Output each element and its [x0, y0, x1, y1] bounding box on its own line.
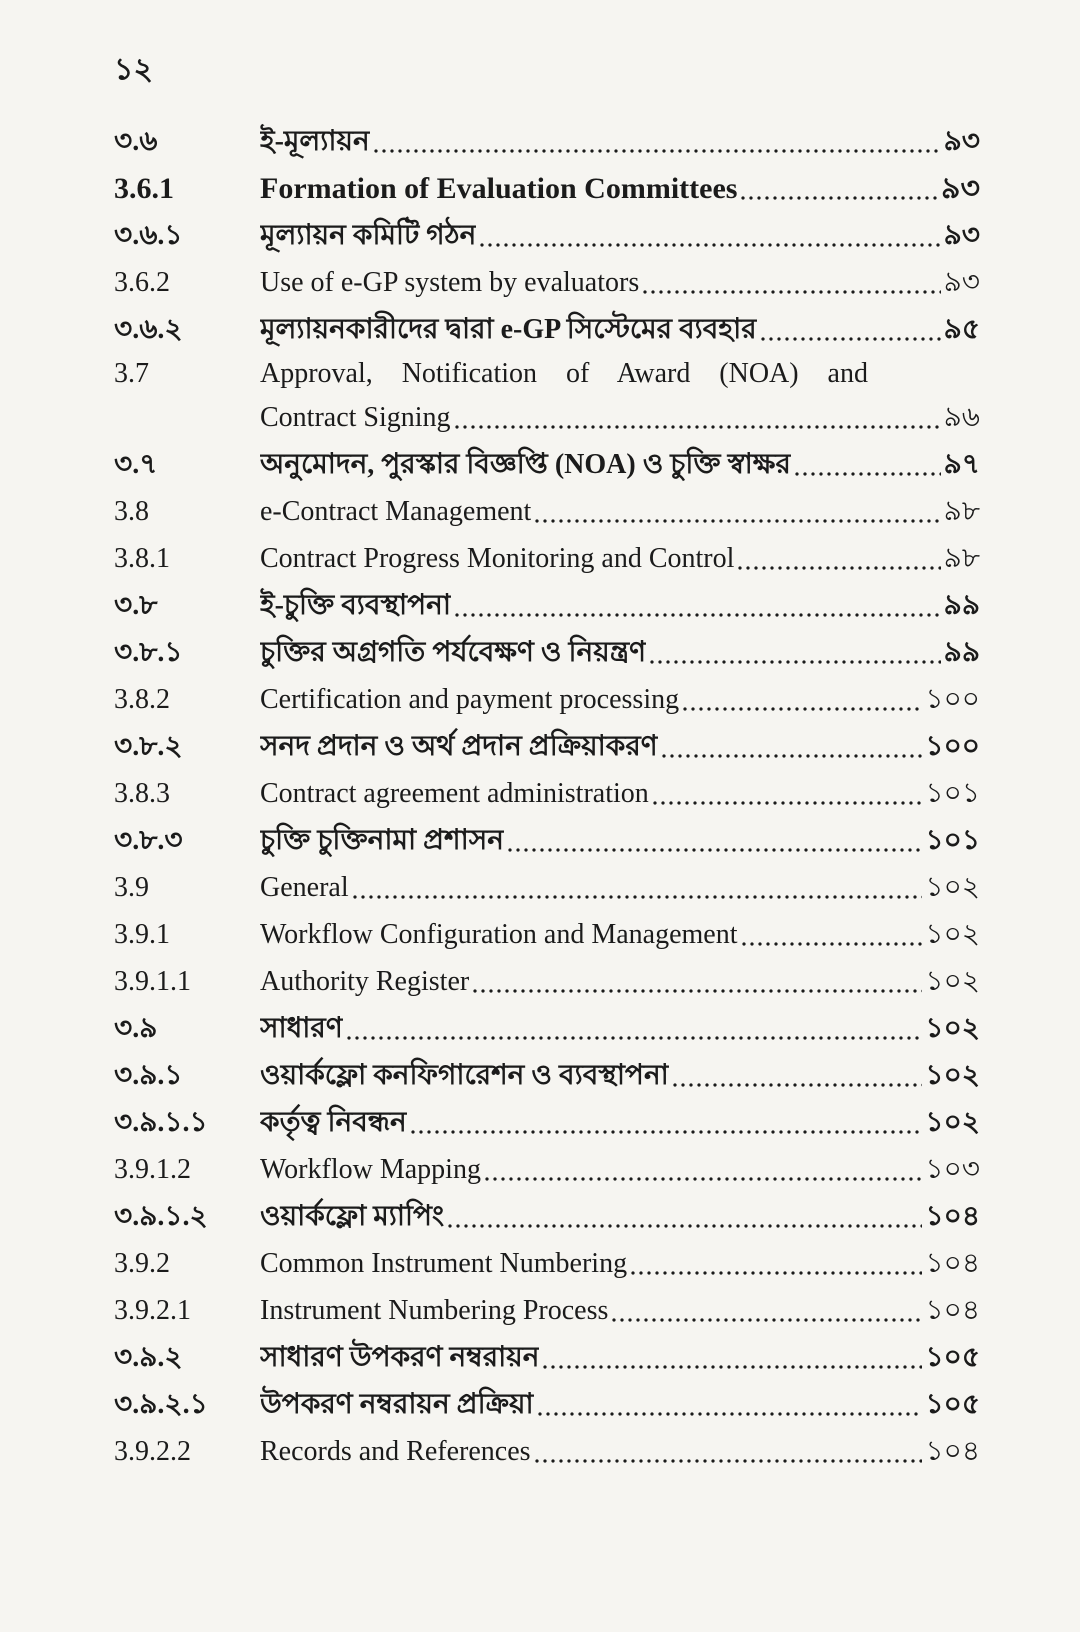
toc-entry-number: ৩.৬.২ [114, 314, 183, 345]
toc-entry-title: ই-মূল্যায়ন [260, 126, 370, 157]
toc-entry-line [260, 1381, 980, 1428]
toc-entry-title: চুক্তির অগ্রগতি পর্যবেক্ষণ ও নিয়ন্ত্রণ [260, 637, 647, 668]
toc-entry-number: 3.8.2 [114, 684, 170, 715]
toc-entry [114, 212, 980, 259]
toc-entry-page: ১০২ [925, 1013, 980, 1044]
toc-entry-body [260, 118, 980, 165]
toc-entry-title-line: Contract Signing [260, 402, 451, 433]
toc-entry-body [260, 629, 980, 676]
toc-entry-number: ৩.৮.২ [114, 731, 183, 762]
dot-leader [453, 582, 941, 629]
toc-entry-body [260, 817, 980, 864]
toc-entry-page: ১০৪ [925, 1201, 980, 1232]
toc-entry-page: ৯৯ [943, 637, 980, 668]
toc-entry-page: ১০৩ [925, 1154, 980, 1185]
dot-leader [453, 394, 941, 441]
toc-entry-page: ১০২ [925, 1060, 980, 1091]
toc-entry-body [260, 1099, 980, 1146]
toc-entry-line [260, 582, 980, 629]
toc-entry-body [260, 911, 980, 958]
toc-entry-line [260, 770, 980, 817]
toc-entry [114, 1193, 980, 1240]
toc-entry-title: Authority Register [260, 966, 470, 997]
dot-leader [541, 1334, 922, 1381]
toc-entry-page: ৯৯ [943, 590, 980, 621]
toc-entry-line [260, 911, 980, 958]
toc-entry-body [260, 723, 980, 770]
toc-entry-page: ১০২ [925, 966, 980, 997]
toc-entry [114, 535, 980, 582]
toc-entry-line [260, 1099, 980, 1146]
toc-entry-body [260, 676, 980, 723]
toc-entry-line [260, 118, 980, 165]
toc-entry-number: 3.6.1 [114, 172, 174, 205]
toc [114, 118, 980, 1475]
toc-entry [114, 958, 980, 1005]
toc-entry-title: Common Instrument Numbering [260, 1248, 628, 1279]
toc-entry-page: ১০৫ [925, 1342, 980, 1373]
toc-entry [114, 441, 980, 488]
toc-entry-number: 3.9.2.2 [114, 1436, 191, 1467]
toc-entry [114, 1099, 980, 1146]
toc-entry-line [260, 1287, 980, 1334]
toc-entry-number: 3.9.2 [114, 1248, 170, 1279]
toc-entry-body [260, 582, 980, 629]
toc-entry-body [260, 1381, 980, 1428]
toc-entry-line [260, 629, 980, 676]
toc-entry-title: ই-চুক্তি ব্যবস্থাপনা [260, 590, 451, 621]
toc-entry-title: অনুমোদন, পুরস্কার বিজ্ঞপ্তি (NOA) ও চুক্তি স্বাক্ষর [260, 449, 791, 480]
dot-leader [739, 165, 938, 212]
toc-entry-title: Contract Progress Monitoring and Control [260, 543, 735, 574]
dot-leader [345, 1005, 923, 1052]
toc-entry-line [260, 676, 980, 723]
toc-entry [114, 1005, 980, 1052]
toc-entry-page: ১০০ [925, 684, 980, 715]
dot-leader [648, 629, 941, 676]
toc-entry-line [260, 817, 980, 864]
dot-leader [736, 535, 940, 582]
toc-entry-line [260, 864, 980, 911]
dot-leader [793, 441, 941, 488]
dot-leader [610, 1287, 922, 1334]
toc-entry-body [260, 1334, 980, 1381]
toc-entry-number: ৩.৮ [114, 590, 158, 621]
toc-entry [114, 864, 980, 911]
toc-entry-page: ৯৫ [943, 314, 980, 345]
dot-leader [740, 911, 923, 958]
toc-entry-line [260, 488, 980, 535]
page-number: ১২ [114, 53, 153, 86]
toc-entry-number: ৩.৯.২ [114, 1342, 183, 1373]
toc-entry-body [260, 1428, 980, 1475]
toc-entry-body [260, 488, 980, 535]
toc-entry-title: ওয়ার্কফ্লো কনফিগারেশন ও ব্যবস্থাপনা [260, 1060, 669, 1091]
toc-entry-number: ৩.৮.১ [114, 637, 183, 668]
toc-entry-title: Certification and payment processing [260, 684, 680, 715]
toc-entry-number: 3.8 [114, 496, 149, 527]
toc-entry-page: ১০২ [925, 919, 980, 950]
toc-entry-number: ৩.৬ [114, 126, 158, 157]
toc-entry-title: Formation of Evaluation Committees [260, 172, 738, 205]
toc-entry-page: ৯৮ [943, 496, 980, 527]
toc-entry [114, 306, 980, 353]
toc-entry [114, 1381, 980, 1428]
toc-entry-line [260, 212, 980, 259]
toc-entry-title: মূল্যায়নকারীদের দ্বারা e-GP সিস্টেমের ব্যবহার [260, 314, 757, 345]
toc-entry-page: ৯৭ [943, 449, 980, 480]
toc-entry-number: 3.8.1 [114, 543, 170, 574]
toc-entry-page: ১০৫ [925, 1389, 980, 1420]
toc-entry-body [260, 864, 980, 911]
dot-leader [671, 1052, 923, 1099]
toc-entry-page: ৯৮ [943, 543, 980, 574]
toc-entry-line [260, 1193, 980, 1240]
toc-entry-title: Use of e-GP system by evaluators [260, 267, 640, 298]
dot-leader [446, 1193, 922, 1240]
dot-leader [409, 1099, 923, 1146]
toc-entry-number: ৩.৮.৩ [114, 825, 183, 856]
toc-entry-page: ৯৩ [941, 172, 980, 205]
toc-entry-body [260, 259, 980, 306]
toc-entry-number: 3.9.1.1 [114, 966, 191, 997]
toc-entry [114, 582, 980, 629]
toc-entry [114, 353, 980, 441]
toc-entry-body [260, 535, 980, 582]
toc-entry-page: ১০১ [925, 778, 980, 809]
toc-entry-line [260, 165, 980, 212]
toc-entry [114, 676, 980, 723]
toc-entry [114, 488, 980, 535]
toc-entry-title: মূল্যায়ন কমিটি গঠন [260, 220, 477, 251]
toc-entry-title: Workflow Configuration and Management [260, 919, 738, 950]
toc-entry-title: কর্তৃত্ব নিবন্ধন [260, 1107, 407, 1138]
toc-entry-body [260, 353, 980, 441]
toc-entry-line [260, 259, 980, 306]
toc-entry-line [260, 394, 980, 441]
toc-entry-line [260, 1428, 980, 1475]
toc-entry [114, 911, 980, 958]
toc-entry-body [260, 770, 980, 817]
toc-entry-page: ১০৪ [925, 1436, 980, 1467]
toc-entry-page: ৯৩ [943, 126, 980, 157]
toc-entry [114, 118, 980, 165]
dot-leader [533, 488, 940, 535]
toc-entry-line [260, 1334, 980, 1381]
toc-entry-body [260, 1193, 980, 1240]
toc-entry-number: 3.7 [114, 358, 149, 389]
toc-entry-body [260, 1240, 980, 1287]
toc-entry-title: চুক্তি চুক্তিনামা প্রশাসন [260, 825, 504, 856]
toc-entry-title: Contract agreement administration [260, 778, 649, 809]
toc-entry-page: ৯৬ [943, 402, 980, 433]
toc-entry-line [260, 441, 980, 488]
toc-entry [114, 259, 980, 306]
toc-entry [114, 1428, 980, 1475]
toc-entry-body [260, 1287, 980, 1334]
toc-entry-number: ৩.৬.১ [114, 220, 183, 251]
dot-leader [759, 306, 941, 353]
toc-entry-body [260, 165, 980, 212]
dot-leader [372, 118, 941, 165]
dot-leader [660, 723, 923, 770]
toc-entry [114, 1052, 980, 1099]
dot-leader [651, 770, 923, 817]
toc-entry-title: Instrument Numbering Process [260, 1295, 609, 1326]
dot-leader [478, 212, 940, 259]
toc-entry-line [260, 1005, 980, 1052]
toc-entry-line [260, 535, 980, 582]
toc-entry [114, 817, 980, 864]
toc-entry-number: 3.9.2.1 [114, 1295, 191, 1326]
toc-entry-body [260, 1052, 980, 1099]
toc-entry-page: ১০৪ [925, 1248, 980, 1279]
toc-entry-title: e-Contract Management [260, 496, 532, 527]
toc-entry-line [260, 723, 980, 770]
toc-entry-page: ১০২ [925, 1107, 980, 1138]
toc-entry [114, 723, 980, 770]
toc-entry-number: 3.9 [114, 872, 149, 903]
toc-entry [114, 770, 980, 817]
toc-entry-page: ১০১ [925, 825, 980, 856]
toc-entry-title: Workflow Mapping [260, 1154, 481, 1185]
toc-entry-title-line: Approval, Notification of Award (NOA) and [260, 358, 868, 389]
toc-entry-number: ৩.৯.১.১ [114, 1107, 208, 1138]
toc-entry-title: সনদ প্রদান ও অর্থ প্রদান প্রক্রিয়াকরণ [260, 731, 658, 762]
toc-entry-title: General [260, 872, 349, 903]
toc-entry-body [260, 441, 980, 488]
toc-entry-line [260, 306, 980, 353]
dot-leader [629, 1240, 922, 1287]
dot-leader [471, 958, 922, 1005]
toc-entry-body [260, 1005, 980, 1052]
toc-entry-line [260, 1052, 980, 1099]
toc-entry-title: ওয়ার্কফ্লো ম্যাপিং [260, 1201, 445, 1232]
dot-leader [533, 1428, 923, 1475]
toc-entry-title: উপকরণ নম্বরায়ন প্রক্রিয়া [260, 1389, 534, 1420]
dot-leader [536, 1381, 923, 1428]
toc-entry-number: ৩.৭ [114, 449, 158, 480]
toc-entry-title: সাধারণ [260, 1013, 343, 1044]
toc-entry-page: ১০২ [925, 872, 980, 903]
toc-entry-body [260, 306, 980, 353]
toc-entry-page: ৯৩ [943, 220, 980, 251]
toc-entry-body [260, 958, 980, 1005]
toc-entry [114, 165, 980, 212]
toc-entry-number: 3.9.1.2 [114, 1154, 191, 1185]
toc-entry-number: ৩.৯ [114, 1013, 158, 1044]
dot-leader [351, 864, 923, 911]
toc-entry [114, 1287, 980, 1334]
toc-entry-page: ১০০ [925, 731, 980, 762]
toc-entry-number: 3.9.1 [114, 919, 170, 950]
toc-entry-line [260, 958, 980, 1005]
dot-leader [681, 676, 922, 723]
toc-entry-body [260, 212, 980, 259]
toc-entry [114, 1146, 980, 1193]
toc-entry [114, 1334, 980, 1381]
toc-entry-line [260, 1240, 980, 1287]
dot-leader [483, 1146, 922, 1193]
toc-entry-number: ৩.৯.২.১ [114, 1389, 208, 1420]
toc-entry-number: 3.8.3 [114, 778, 170, 809]
toc-entry-line [260, 1146, 980, 1193]
toc-entry-number: ৩.৯.১.২ [114, 1201, 208, 1232]
toc-entry-number: ৩.৯.১ [114, 1060, 183, 1091]
toc-entry-title: সাধারণ উপকরণ নম্বরায়ন [260, 1342, 540, 1373]
dot-leader [641, 259, 940, 306]
toc-entry-page: ৯৩ [943, 267, 980, 298]
toc-entry-page: ১০৪ [925, 1295, 980, 1326]
toc-entry [114, 1240, 980, 1287]
toc-entry-body [260, 1146, 980, 1193]
toc-entry-number: 3.6.2 [114, 267, 170, 298]
dot-leader [506, 817, 923, 864]
toc-entry [114, 629, 980, 676]
toc-entry-title: Records and References [260, 1436, 531, 1467]
